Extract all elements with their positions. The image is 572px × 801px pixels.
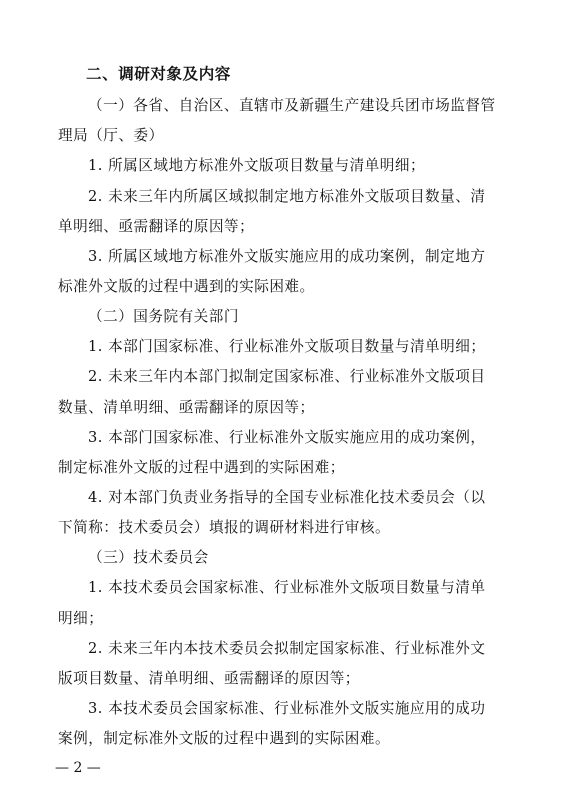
paragraph-line: 明细；	[58, 610, 104, 627]
paragraph-line: 版项目数量、清单明细、亟需翻译的原因等；	[58, 670, 360, 687]
paragraph-line: （三）技术委员会	[88, 549, 209, 566]
paragraph-line: 理局（厅、委）	[58, 127, 164, 144]
paragraph-line: 1. 本部门国家标准、行业标准外文版项目数量与清单明细；	[88, 338, 486, 355]
paragraph-line: 1. 本技术委员会国家标准、行业标准外文版项目数量与清单	[88, 579, 486, 596]
paragraph-line: 3. 本部门国家标准、行业标准外文版实施应用的成功案例，	[88, 429, 486, 446]
paragraph-line: 2. 未来三年内本技术委员会拟制定国家标准、行业标准外文	[88, 640, 486, 657]
paragraph-line: 1. 所属区域地方标准外文版项目数量与清单明细；	[88, 157, 426, 174]
paragraph-line: 下简称：技术委员会）填报的调研材料进行审核。	[58, 519, 391, 536]
paragraph-line: （一）各省、自治区、直辖市及新疆生产建设兵团市场监督管	[88, 97, 496, 114]
section-heading: 二、调研对象及内容	[86, 65, 231, 83]
paragraph-line: 3. 本技术委员会国家标准、行业标准外文版实施应用的成功	[88, 700, 486, 717]
paragraph-line: 2. 未来三年内所属区域拟制定地方标准外文版项目数量、清	[88, 188, 486, 205]
page-number: — 2 —	[55, 760, 101, 776]
paragraph-line: （二）国务院有关部门	[88, 308, 239, 325]
paragraph-line: 制定标准外文版的过程中遇到的实际困难；	[58, 459, 345, 476]
paragraph-line: 案例，制定标准外文版的过程中遇到的实际困难。	[58, 730, 391, 747]
paragraph-line: 3. 所属区域地方标准外文版实施应用的成功案例，制定地方	[88, 248, 486, 265]
paragraph-line: 4. 对本部门负责业务指导的全国专业标准化技术委员会（以	[88, 489, 486, 506]
paragraph-line: 数量、清单明细、亟需翻译的原因等；	[58, 399, 315, 416]
paragraph-line: 单明细、亟需翻译的原因等；	[58, 218, 255, 235]
paragraph-line: 标准外文版的过程中遇到的实际困难。	[58, 278, 315, 295]
paragraph-line: 2. 未来三年内本部门拟制定国家标准、行业标准外文版项目	[88, 368, 486, 385]
